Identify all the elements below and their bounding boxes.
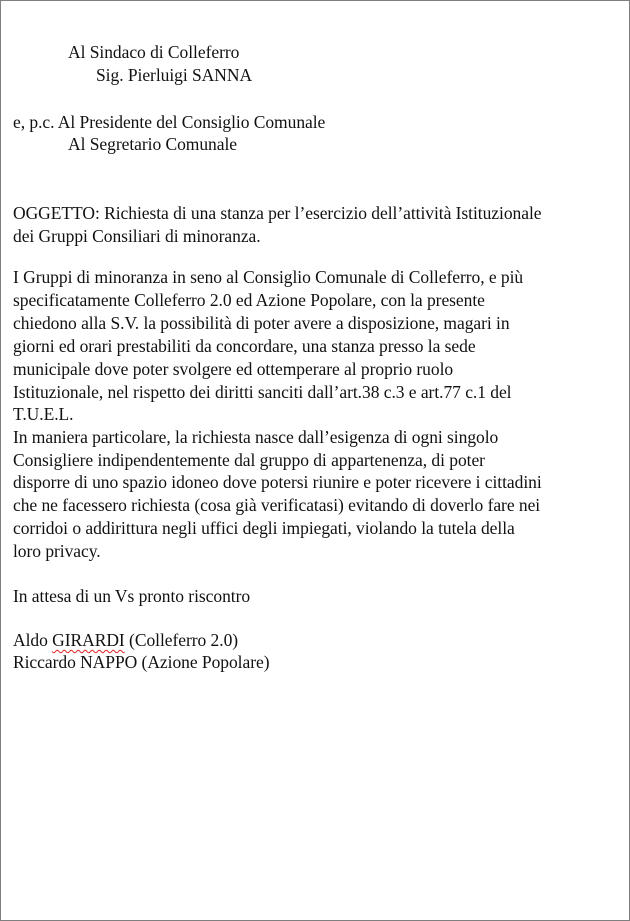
recipient-council-president: e, p.c. Al Presidente del Consiglio Comunale bbox=[13, 112, 326, 132]
body-line: corridoi o addirittura negli uffici degli impiegati, violando la tutela della bbox=[13, 518, 515, 538]
signature-nappo: Riccardo NAPPO (Azione Popolare) bbox=[13, 652, 270, 672]
body-line: che ne facessero richiesta (cosa già verificatasi) evitando di doverlo fare nei bbox=[13, 495, 541, 515]
body-line: disporre di uno spazio idoneo dove potersi riunire e poter ricevere i cittadini bbox=[13, 472, 542, 492]
body-line: T.U.E.L. bbox=[13, 404, 74, 424]
recipient-mayor-name: Sig. Pierluigi SANNA bbox=[96, 65, 253, 85]
signature-first-name: Aldo bbox=[13, 630, 53, 650]
signature-surname-spellcheck: GIRARDI bbox=[52, 630, 125, 650]
recipient-secretary: Al Segretario Comunale bbox=[68, 134, 237, 154]
body-line: chiedono alla S.V. la possibilità di poter avere a disposizione, magari in bbox=[13, 313, 510, 333]
signature-group: (Colleferro 2.0) bbox=[124, 630, 239, 650]
subject-line-1: OGGETTO: Richiesta di una stanza per l’esercizio dell’attività Istituzionale bbox=[13, 203, 542, 223]
body-line: specificatamente Colleferro 2.0 ed Azione Popolare, con la presente bbox=[13, 290, 485, 310]
body-line: In maniera particolare, la richiesta nasce dall’esigenza di ogni singolo bbox=[13, 427, 499, 447]
body-line: Consigliere indipendentemente dal gruppo di appartenenza, di poter bbox=[13, 450, 485, 470]
signature-girardi bbox=[13, 629, 238, 652]
body-line: loro privacy. bbox=[13, 541, 101, 561]
body-line: Istituzionale, nel rispetto dei diritti sanciti dall’art.38 c.3 e art.77 c.1 del bbox=[13, 382, 512, 402]
closing-line: In attesa di un Vs pronto riscontro bbox=[13, 586, 251, 606]
subject-line-2: dei Gruppi Consiliari di minoranza. bbox=[13, 226, 261, 246]
body-line: municipale dove poter svolgere ed ottemperare al proprio ruolo bbox=[13, 359, 454, 379]
recipient-mayor: Al Sindaco di Colleferro bbox=[68, 42, 240, 62]
body-line: giorni ed orari prestabiliti da concordare, una stanza presso la sede bbox=[13, 336, 476, 356]
body-line: I Gruppi di minoranza in seno al Consiglio Comunale di Colleferro, e più bbox=[13, 267, 524, 287]
